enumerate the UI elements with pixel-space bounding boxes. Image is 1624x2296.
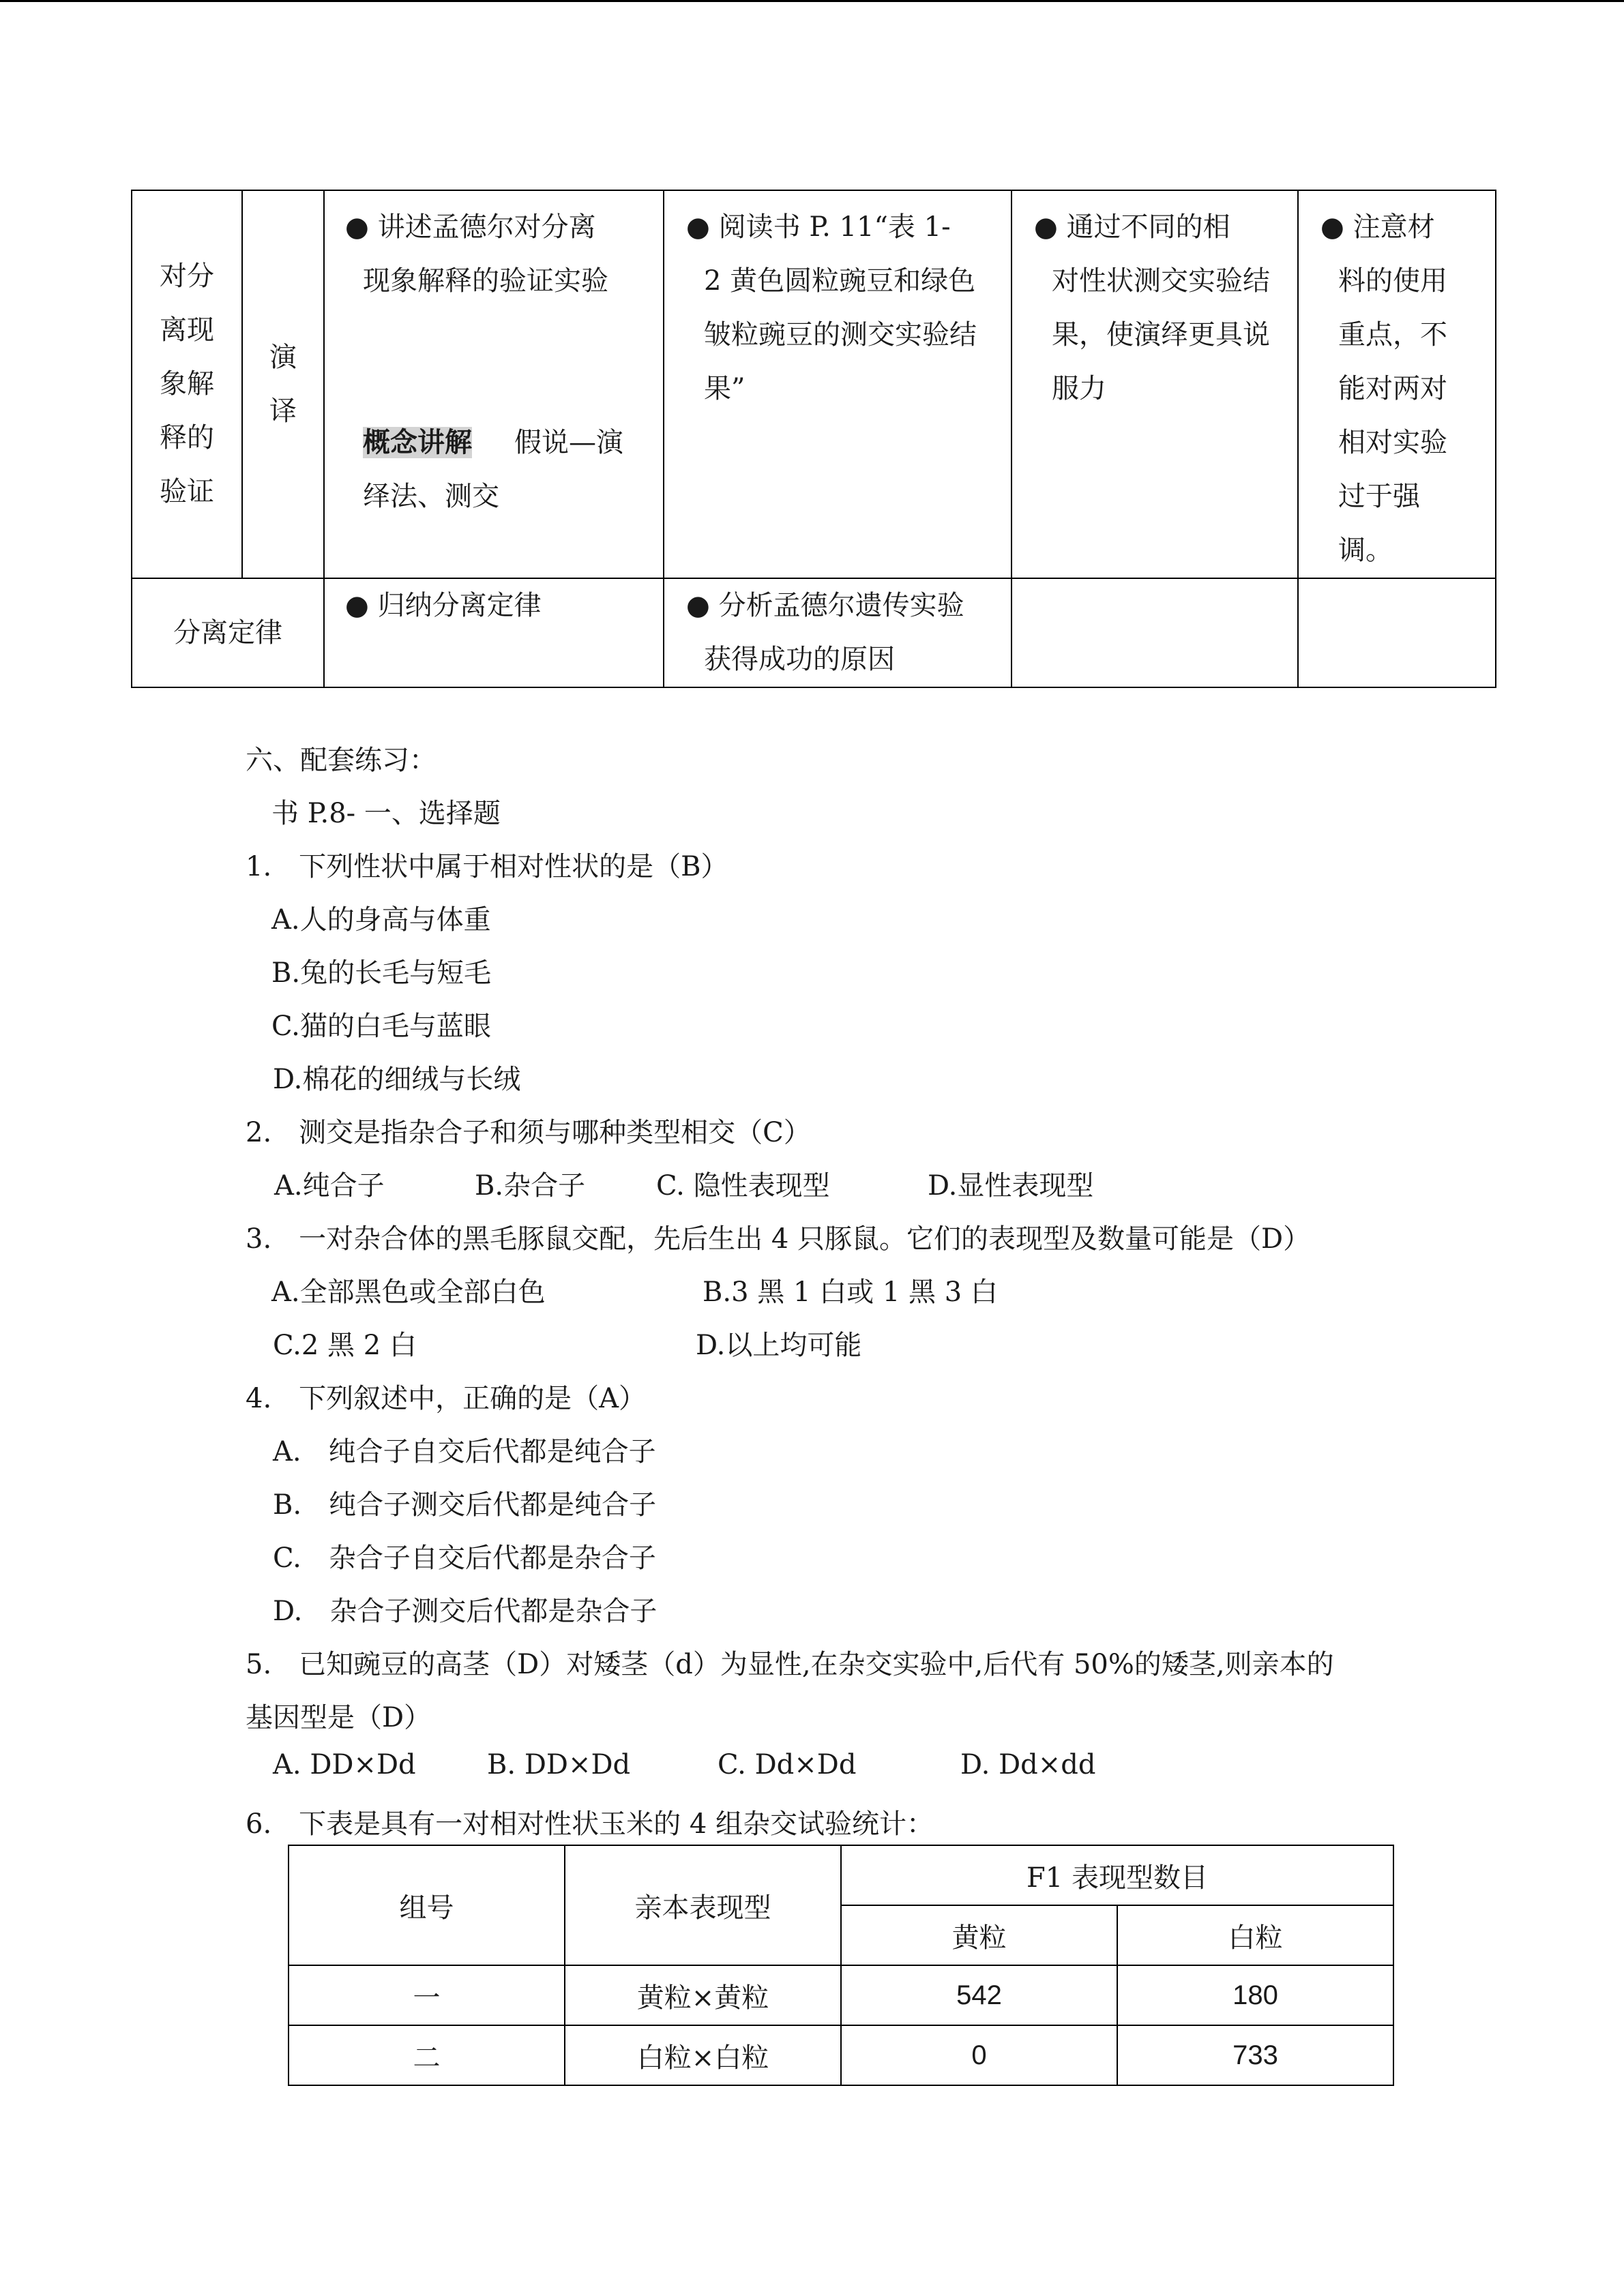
q4-option-a: A. 纯合子自交后代都是纯合子 <box>273 1436 656 1467</box>
method-cell: 演 译 <box>242 190 324 578</box>
student-activity-cell: ● 阅读书 P. 11“表 1- 2 黄色圆粒豌豆和绿色 皱粒豌豆的测交实验结 果” <box>664 190 1012 578</box>
q5-option-a: A. DD×Dd <box>273 1749 416 1780</box>
q5-option-b: B. DD×Dd <box>487 1749 631 1780</box>
note-cell <box>1298 578 1496 687</box>
q1-option-d: D.棉花的细绒与长绒 <box>273 1064 521 1095</box>
cell-white: 180 <box>1117 1965 1393 2025</box>
bullet-icon: ● <box>345 590 369 621</box>
q4-option-d: D. 杂合子测交后代都是杂合子 <box>273 1596 658 1627</box>
bullet-icon: ● <box>1034 211 1058 243</box>
header-parents: 亲本表现型 <box>565 1845 841 1965</box>
cell-group: 一 <box>289 1965 565 2025</box>
q3-option-b: B.3 黑 1 白或 1 黑 3 白 <box>703 1277 998 1308</box>
section-cell: 对分 离现 象解 释的 验证 <box>132 190 242 578</box>
concept-label: 概念讲解 <box>363 427 472 458</box>
q3-option-a: A.全部黑色或全部白色 <box>271 1277 546 1308</box>
top-border-line <box>0 0 1624 2</box>
section-cell: 分离定律 <box>132 578 324 687</box>
cell-group: 二 <box>289 2025 565 2085</box>
teacher-activity-cell: ● 归纳分离定律 <box>324 578 664 687</box>
question-4: 4. 下列叙述中，正确的是（A） <box>246 1383 647 1414</box>
question-3: 3. 一对杂合体的黑毛豚鼠交配，先后生出 4 只豚鼠。它们的表现型及数量可能是（D） <box>246 1223 1311 1255</box>
teacher-activity-cell: ● 讲述孟德尔对分离 现象解释的验证实验 概念讲解 假说—演 绎法、测交 <box>324 190 664 578</box>
header-group: 组号 <box>289 1845 565 1965</box>
bullet-icon: ● <box>345 211 369 243</box>
cell-parents: 黄粒×黄粒 <box>565 1965 841 2025</box>
q2-option-d: D.显性表现型 <box>928 1170 1094 1202</box>
cell-white: 733 <box>1117 2025 1393 2085</box>
bullet-icon: ● <box>686 211 710 243</box>
table-header-row <box>289 1845 1393 1905</box>
header-f1: F1 表现型数目 <box>841 1845 1393 1905</box>
header-yellow: 黄粒 <box>841 1905 1117 1965</box>
question-1: 1. 下列性状中属于相对性状的是（B） <box>246 851 728 882</box>
q2-option-b: B.杂合子 <box>475 1170 586 1202</box>
header-white: 白粒 <box>1117 1905 1393 1965</box>
q1-option-c: C.猫的白毛与蓝眼 <box>271 1011 491 1042</box>
q3-option-c: C.2 黑 2 白 <box>273 1330 417 1361</box>
question-5-continued: 基因型是（D） <box>246 1702 432 1733</box>
question-5: 5. 已知豌豆的高茎（D）对矮茎（d）为显性,在杂交实验中,后代有 50%的矮茎,则亲本的 <box>246 1649 1334 1680</box>
q2-option-a: A.纯合子 <box>274 1170 385 1202</box>
question-6: 6. 下表是具有一对相对性状玉米的 4 组杂交试验统计： <box>246 1808 934 1840</box>
bullet-icon: ● <box>686 590 710 621</box>
intent-cell: ● 通过不同的相 对性状测交实验结 果，使演绎更具说 服力 <box>1012 190 1298 578</box>
q3-option-d: D.以上均可能 <box>696 1330 862 1361</box>
question-2: 2. 测交是指杂合子和须与哪种类型相交（C） <box>246 1117 811 1148</box>
q2-option-c: C. 隐性表现型 <box>656 1170 830 1202</box>
table-row <box>289 2025 1393 2085</box>
intent-cell <box>1012 578 1298 687</box>
exercises-subheading: 书 P.8- 一、选择题 <box>271 798 501 829</box>
cell-yellow: 542 <box>841 1965 1117 2025</box>
cell-parents: 白粒×白粒 <box>565 2025 841 2085</box>
student-activity-cell: ● 分析孟德尔遗传实验 获得成功的原因 <box>664 578 1012 687</box>
corn-cross-table <box>288 1845 1394 2086</box>
table-row <box>289 1965 1393 2025</box>
q1-option-a: A.人的身高与体重 <box>271 904 491 936</box>
lesson-plan-table <box>131 190 1496 688</box>
exercises-heading: 六、配套练习： <box>246 745 437 776</box>
q4-option-b: B. 纯合子测交后代都是纯合子 <box>273 1489 657 1521</box>
q5-option-c: C. Dd×Dd <box>718 1749 857 1780</box>
note-cell: ● 注意材 料的使用 重点，不 能对两对 相对实验 过于强 调。 <box>1298 190 1496 578</box>
q4-option-c: C. 杂合子自交后代都是杂合子 <box>273 1542 656 1574</box>
table-row <box>132 578 1496 687</box>
q1-option-b: B.兔的长毛与短毛 <box>271 957 492 989</box>
q5-option-d: D. Dd×dd <box>960 1749 1096 1780</box>
bullet-icon: ● <box>1320 211 1344 243</box>
cell-yellow: 0 <box>841 2025 1117 2085</box>
table-row <box>132 190 1496 578</box>
